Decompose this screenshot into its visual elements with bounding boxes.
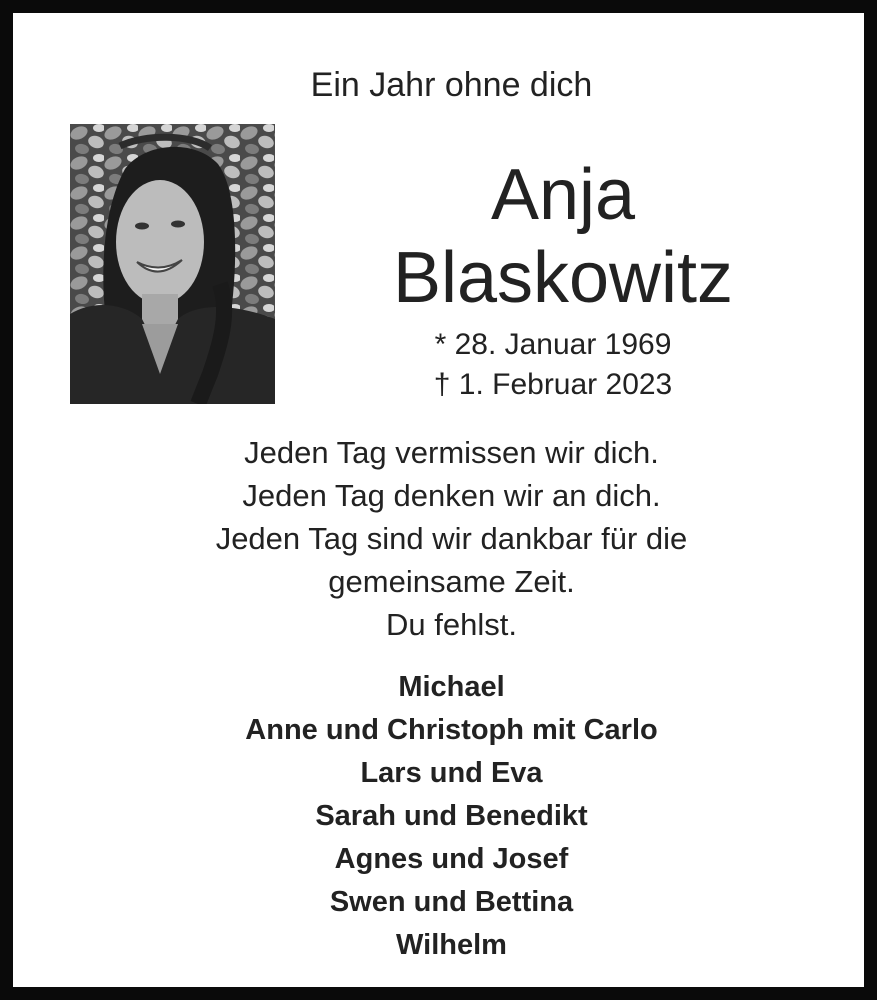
- death-date: † 1. Februar 2023: [433, 368, 673, 401]
- mourner: Anne und Christoph mit Carlo: [245, 714, 658, 746]
- poem-line: Jeden Tag vermissen wir dich.: [244, 435, 659, 470]
- birth-date: * 28. Januar 1969: [434, 328, 672, 361]
- mourner: Michael: [398, 671, 505, 703]
- life-dates: [353, 325, 753, 405]
- poem-line: gemeinsame Zeit.: [328, 564, 575, 599]
- poem-line: Jeden Tag sind wir dankbar für die: [215, 521, 688, 556]
- mourner: Lars und Eva: [360, 757, 543, 789]
- first-name: Anja: [490, 155, 636, 235]
- portrait-image: [70, 124, 275, 404]
- mourner: Wilhelm: [396, 929, 507, 961]
- mourner: Agnes und Josef: [334, 843, 569, 875]
- poem-line: Jeden Tag denken wir an dich.: [242, 478, 661, 513]
- headline: Ein Jahr ohne dich: [310, 66, 593, 104]
- last-name: Blaskowitz: [392, 238, 734, 318]
- mourner: Swen und Bettina: [329, 886, 574, 918]
- poem-line: Du fehlst.: [386, 607, 517, 642]
- mourner: Sarah und Benedikt: [315, 800, 588, 832]
- mourners-list: [13, 666, 877, 967]
- poem: [13, 431, 877, 646]
- portrait-photo: [70, 124, 275, 404]
- deceased-name: [353, 153, 773, 317]
